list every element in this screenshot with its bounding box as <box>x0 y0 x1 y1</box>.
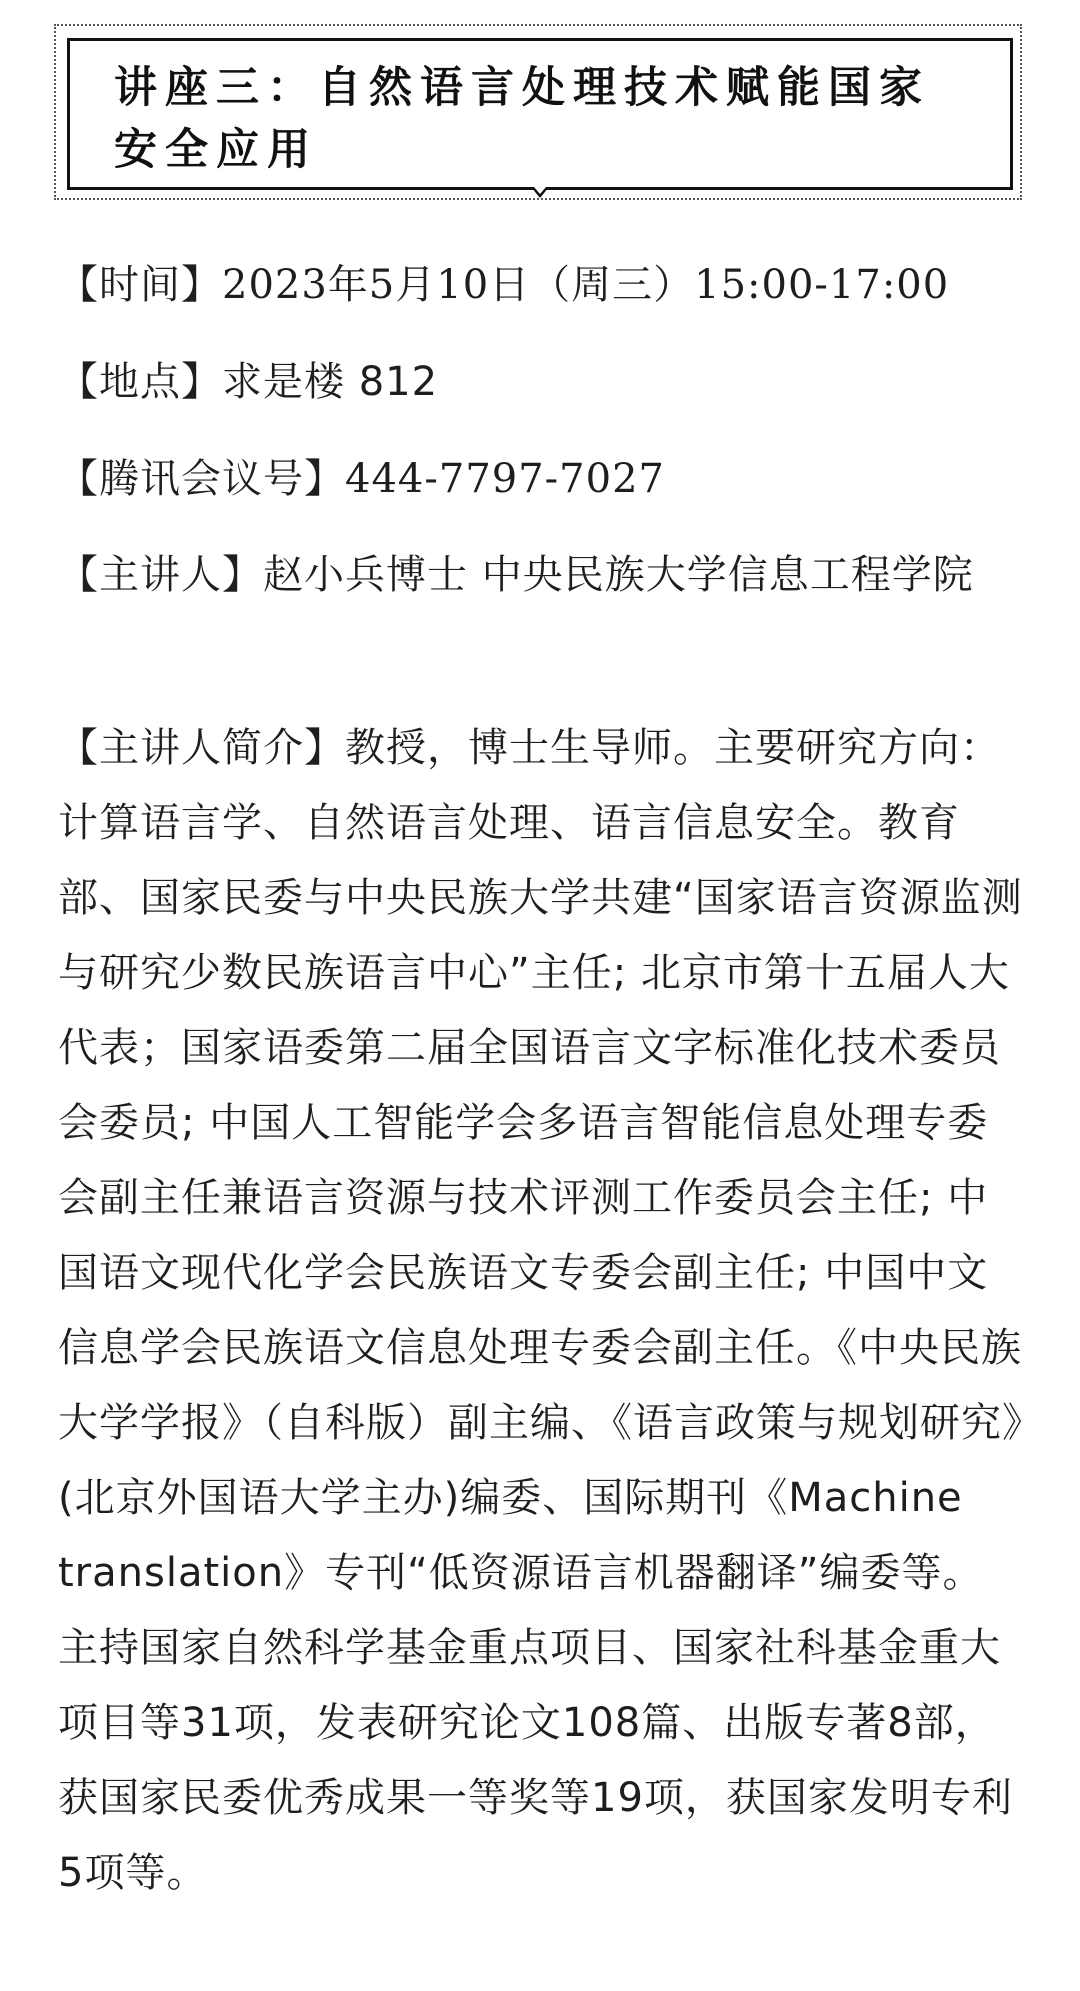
meeting-row <box>58 442 1023 517</box>
speaker-value: 赵小兵博士 中央民族大学信息工程学院 <box>263 552 974 598</box>
place-label: 【地点】 <box>58 359 222 405</box>
title-notch-inner <box>534 187 546 194</box>
speaker-bio-paragraph <box>58 711 1023 1911</box>
title-box <box>67 38 1013 190</box>
bio-value: 教授，博士生导师。主要研究方向：计算语言学、自然语言处理、语言信息安全。教育部、国家民委与中央民族大学共建“国家语言资源监测与研究少数民族语言中心”主任; 北京市第十五届人大代表；国家语委第二届全国语言文字标准化技术委员会委员; 中国人工智能学会多语言智能信息处理专委会副主任兼语言资源与技术评测工作委员会主任; 中国语文现代化学会民族语文专委会副主任; 中国中文信息学会民族语文信息处理专委会副主任。《中央民族大学学报》（自科版）副主编、《语言政策与规划研究》(北京外国语大学主办)编委、国际期刊《Machine translation》专刊“低资源语言机器翻译”编委等。主持国家自然科学基金重点项目、国家社科基金重大项目等31项，发表研究论文108篇、出版专著8部，获国家民委优秀成果一等奖等19项，获国家发明专利5项等。 <box>58 725 1023 1896</box>
speaker-row <box>58 538 1023 613</box>
time-value: 2023年5月10日（周三）15:00-17:00 <box>222 262 950 308</box>
lecture-title: 讲座三：自然语言处理技术赋能国家安全应用 <box>114 63 930 175</box>
place-value: 求是楼 812 <box>222 359 439 405</box>
speaker-label: 【主讲人】 <box>58 552 263 598</box>
time-label: 【时间】 <box>58 262 222 308</box>
meeting-label: 【腾讯会议号】 <box>58 456 345 502</box>
place-row <box>58 345 1023 420</box>
bio-label: 【主讲人简介】 <box>58 725 345 771</box>
meeting-id-value: 444-7797-7027 <box>345 456 665 502</box>
time-row <box>58 248 1023 323</box>
